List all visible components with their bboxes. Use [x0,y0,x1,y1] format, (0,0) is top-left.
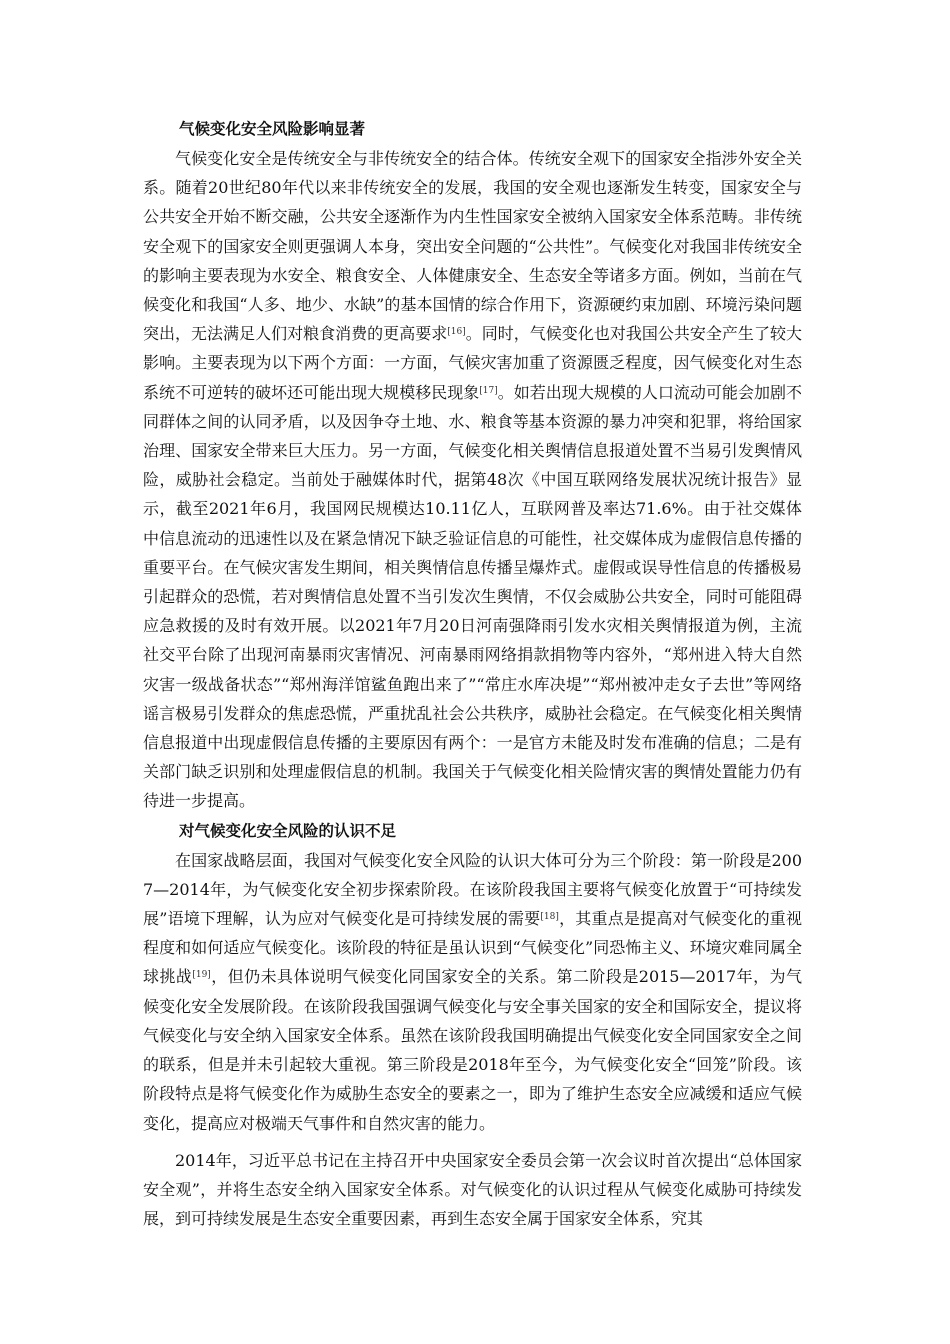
paragraph-overall-security-view [143,1146,802,1234]
section-heading-insufficient-awareness: 对气候变化安全风险的认识不足 [179,821,397,840]
paragraph-text: ，但仍未具体说明气候变化同国家安全的关系。第二阶段是2015—2017年，为气候变化安全发展阶段。在该阶段我国强调气候变化与安全事关国家的安全和国际安全，提议将气候变化与安全纳入国家安全体系。虽然在该阶段我国明确提出气候变化安全同国家安全之间的联系，但是并未引起较大重视。第三阶段是2018年至今，为气候变化安全“回笼”阶段。该阶段特点是将气候变化作为威胁生态安全的要素之一，即为了维护生态安全应减缓和适应气候变化，提高应对极端天气事件和自然灾害的能力。 [143,967,802,1133]
citation-19: [19] [192,970,211,981]
paragraph-text: 气候变化安全是传统安全与非传统安全的结合体。传统安全观下的国家安全指涉外安全关系。随着20世纪80年代以来非传统安全的发展，我国的安全观也逐渐发生转变，国家安全与公共安全开始不断交融，公共安全逐渐作为内生性国家安全被纳入国家安全体系范畴。非传统安全观下的国家安全则更强调人本身，突出安全问题的“公共性”。气候变化对我国非传统安全的影响主要表现为水安全、粮食安全、人体健康安全、生态安全等诸多方面。例如，当前在气候变化和我国“人多、地少、水缺”的基本国情的综合作用下，资源硬约束加剧、环境污染问题突出，无法满足人们对粮食消费的更高要求 [143,149,802,344]
paragraph-text: ，其重点是提高对气候变化的重视程度和如何适应气候变化。该阶段的特征是虽认识到“气候变化”同恐怖主义、环境灾难同属全球挑战 [143,909,802,987]
paragraph-text: 。如若出现大规模的人口流动可能会加剧不同群体之间的认同矛盾，以及因争夺土地、水、粮食等基本资源的暴力冲突和犯罪，将给国家治理、国家安全带来巨大压力。另一方面，气候变化相关舆情信息报道处置不当易引发舆情风险，威胁社会稳定。当前处于融媒体时代，据第48次《中国互联网络发展状况统计报告》显示，截至2021年6月，我国网民规模达10.11亿人，互联网普及率达71.6%。由于社交媒体中信息流动的迅速性以及在紧急情况下缺乏验证信息的可能性，社交媒体成为虚假信息传播的重要平台。在气候灾害发生期间，相关舆情信息传播呈爆炸式。虚假或误导性信息的传播极易引起群众的恐慌，若对舆情信息处置不当引发次生舆情，不仅会威胁公共安全，同时可能阻碍应急救援的及时有效开展。以2021年7月20日河南强降雨引发水灾相关舆情报道为例，主流社交平台除了出现河南暴雨灾害情况、河南暴雨网络捐款捐物等内容外，“郑州进入特大自然灾害一级战备状态”“郑州海洋馆鲨鱼跑出来了”“常庄水库决堤”“郑州被冲走女子去世”等网络谣言极易引发群众的焦虑恐慌，严重扰乱社会公共秩序，威胁社会稳定。在气候变化相关舆情信息报道中出现虚假信息传播的主要原因有两个：一是官方未能及时发布准确的信息；二是有关部门缺乏识别和处理虚假信息的机制。我国关于气候变化相关险情灾害的舆情处置能力仍有待进一步提高。 [143,382,802,811]
paragraph-climate-risk-impact [143,144,802,816]
paragraph-text: 在国家战略层面，我国对气候变化安全风险的认识大体可分为三个阶段：第一阶段是2007—2014年，为气候变化安全初步探索阶段。在该阶段我国主要将气候变化放置于“可持续发展”语境下理解，认为应对气候变化是可持续发展的需要 [143,850,802,929]
section-heading-climate-risk-impact: 气候变化安全风险影响显著 [179,120,366,138]
citation-18: [18] [540,912,559,923]
paragraph-text: 。同时，气候变化也对我国公共安全产生了较大影响。主要表现为以下两个方面：一方面，气候灾害加重了资源匮乏程度，因气候变化对生态系统不可逆转的破坏还可能出现大规模移民现象 [143,324,802,402]
paragraph-three-stages [143,846,802,1138]
citation-16: [16] [447,327,466,338]
paragraph-text: 2014年，习近平总书记在主持召开中央国家安全委员会第一次会议时首次提出“总体国家安全观”，并将生态安全纳入国家安全体系。对气候变化的认识过程从气候变化威胁可持续发展，到可持续发展是生态安全重要因素，再到生态安全属于国家安全体系，究其 [143,1150,802,1229]
citation-17: [17] [479,385,498,396]
